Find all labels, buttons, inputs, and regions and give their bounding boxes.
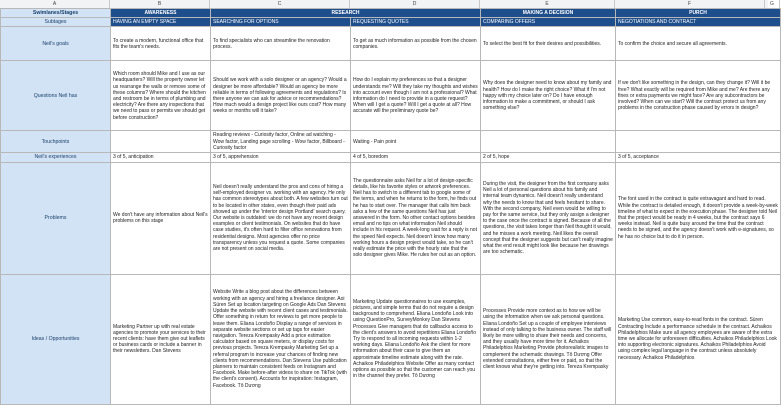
- goal-cell[interactable]: To confirm the choice and secure all agreements.: [616, 27, 781, 61]
- subtages-row: [1, 18, 781, 27]
- column-header-c[interactable]: C: [210, 0, 350, 8]
- question-cell[interactable]: How do I explain my preferences so that a designer understands me? Will they take my thoughts and wishes into account even though I am not a professional? What information do I need to provide in a quote request? When will I get a quote? Will I get a quote at all? How accurate will the preliminary quote be?: [351, 61, 481, 131]
- problem-cell[interactable]: Neil doesn't really understand the pros and cons of hiring a self-employed designer vs. working with an agency. He only has common stereotypes about both. A few websites turn out to be located in other states, even though their paid ads showed up under the 'interior design Portland' search query. Our website is outdated: we do not have any recent design examples or client testimonials. On websites that do have case studies, it's often hard to filter office renovations from residential designs. Most agencies offer no price transparency unless you request a quote. Some companies are not present on social media.: [211, 162, 351, 274]
- touchpoints-row: [1, 131, 781, 153]
- stage-decision[interactable]: MAKING A DECISION: [481, 9, 616, 18]
- experience-cell[interactable]: 3 of 5, acceptance: [616, 153, 781, 162]
- subtages-label[interactable]: Subtages: [1, 18, 111, 27]
- goals-label[interactable]: Neil's goals: [1, 27, 111, 61]
- subtage-cell[interactable]: NEGOTIATIONS AND CONTRACT: [616, 18, 781, 27]
- problem-cell[interactable]: We don't have any information about Neil's problems on this stage: [111, 162, 211, 274]
- questions-label[interactable]: Questions Neil has: [1, 61, 111, 131]
- column-header-a[interactable]: A: [0, 0, 110, 8]
- touchpoint-cell[interactable]: Reading reviews - Curiosity factor, Online ad watching - Wow factor, Landing page scrolling - Wow factor, Billboard - Curiosity factor: [211, 131, 351, 153]
- customer-journey-table: [0, 8, 781, 405]
- problem-cell[interactable]: During the visit, the designer from the first company asks Neil a lot of personal questions about his family and internal team dynamics. Neil doesn't really understand why the needs to know that and feels hesitant to share. With the second company, Neil even would be willing to pay for the same service, but they only assign a designer to the case once the contract is signed. Because of all the questions, the visit takes longer than Neil thought it would, and he misses a work meeting. Neil likes the overall concept that the designer suggests but can't really imagine what the end result might look like because her drawings are too schematic.: [481, 162, 616, 274]
- experience-cell[interactable]: 3 of 5, apprehension: [211, 153, 351, 162]
- column-header-e[interactable]: E: [480, 0, 615, 8]
- goal-cell[interactable]: To create a modern, functional office that fits the team's needs.: [111, 27, 211, 61]
- goals-row: [1, 27, 781, 61]
- question-cell[interactable]: Why does the designer need to know about my family and health? How do I make the right choice? What if I'm not happy with my choice later on? Do I have enough information to make a commitment, or should I ask something else?: [481, 61, 616, 131]
- goal-cell[interactable]: To get as much information as possible from the chosen companies.: [351, 27, 481, 61]
- column-header-d[interactable]: D: [350, 0, 480, 8]
- stages-label[interactable]: Swimlanes/Stages: [1, 9, 111, 18]
- column-header-b[interactable]: B: [110, 0, 210, 8]
- stage-awareness[interactable]: AWARENESS: [111, 9, 211, 18]
- questions-row: [1, 61, 781, 131]
- ideas-label[interactable]: Ideas / Opportunities: [1, 274, 111, 404]
- ideas-row: [1, 274, 781, 404]
- experience-cell[interactable]: 3 of 5, anticipation: [111, 153, 211, 162]
- question-cell[interactable]: Should we work with a solo designer or an agency? Would a designer be more affordable? Would an agency be more reliable in terms of following agreements and regulations? Is there anyone we can ask for advice or recommendations? How much would a design project like ours cost? How many weeks or months will it take?: [211, 61, 351, 131]
- stage-research[interactable]: RESEARCH: [211, 9, 481, 18]
- experience-cell[interactable]: 2 of 5, hope: [481, 153, 616, 162]
- problem-cell[interactable]: The questionnaire asks Neil for a lot of design-specific details, like his favorite styles or artwork preferences. Neil has to switch to a different tab to google some of the terms, and when he returns to the form, he finds out he has to start over. The manager that calls him back asks a few of the same questions Neil has just answered in the form. No other contact options besides email and no tips on what information Neil should include in his request. A week-long wait for a reply is not the speed Neil expects. Neil doesn't know how many working hours a design project would take, so he can't really estimate the price with the hourly rate that the solo designer gives Mike. He rules her out as an option.: [351, 162, 481, 274]
- subtage-cell[interactable]: REQUESTING QUOTES: [351, 18, 481, 27]
- idea-cell[interactable]: Website Write a blog post about the differences between working with an agency and hiring a freelance designer. Aoi Süren Set up location targeting on Google Ads Dan Stevens Update the website with recent client cases and testimonials. Offer something in return for reviews to get more people to leave them. Eliana Londoño Display a range of services in separate website sections or set up tags for easier navigation. Tereza Krempasky Add a price estimation calculator based on square meters, or display costs for previous projects. Tereza Krempasky Marketing Set up a referral program to increase your chances of finding new clients from recommendations. Dan Stevens Use publication planners to maintain consistent feeds on Instagram and Facebook. Make before-after videos to share on TikTok (with the client's consent). Accounts for inspiration: Instagram, Facebook. Tô Dương: [211, 274, 351, 404]
- idea-cell[interactable]: Processes Provide more context as to how we will be using the information when we ask personal questions. Eliana Londoño Set up a couple of employee interviews instead of only talking to the business owner. The staff will likely be more willing to share their needs and concerns, and they usually have more time for it. Achaikos Philadelphios Marketing Provide photorealistic images to complement the schematic drawings. Tô Dương Offer extended consultations, either free or paid, so that the client knows what they're getting into. Tereza Krempasky: [481, 274, 616, 404]
- problems-label[interactable]: Problems: [1, 162, 111, 274]
- goal-cell[interactable]: To select the best fit for their desires and possibilities.: [481, 27, 616, 61]
- touchpoint-cell[interactable]: [616, 131, 781, 153]
- column-header-g[interactable]: G: [765, 0, 780, 8]
- idea-cell[interactable]: Marketing Use common, easy-to-read fonts in the contract. Süren Contracting Include a performance schedule in the contract. Achaikos Philadelphios Make sure all agency employees are aware of the extra time we allocate for unforeseen difficulties. Achaikos Philadelphios Look into supporting electronic signatures. Achaikos Philadelphios Avoid using complex legal language in the contract unless absolutely necessary. Achaikos Philadelphios: [616, 274, 781, 404]
- experience-cell[interactable]: 4 of 5, boredom: [351, 153, 481, 162]
- subtage-cell[interactable]: SEARCHING FOR OPTIONS: [211, 18, 351, 27]
- idea-cell[interactable]: Marketing Update questionnaires to use examples, pictures, and simple terms that do not require a design background to comprehend. Eliana Londoño Look into using QuestionPro, SurveyMonkey Dan Stevens Processes Give managers that do callbacks access to the client's answers to avoid repetitions Eliana Londoño Try to respond to all incoming requests within 1-2 working days. Eliana Londoño Ask the client for more information about their case to give them an approximate timeline estimate along with the rate. Achaikos Philadelphios Website Offer as many contact options as possible so that the customer can reach you in the channel they prefer. Tô Dương: [351, 274, 481, 404]
- subtage-cell[interactable]: COMPARING OFFERS: [481, 18, 616, 27]
- experiences-row: [1, 153, 781, 162]
- touchpoint-cell[interactable]: Waiting - Pain point: [351, 131, 481, 153]
- idea-cell[interactable]: Marketing Partner up with real estate agencies to promote your services to their recent clients: have them give out leaflets or business cards or include a banner in their newsletters. Dan Stevens: [111, 274, 211, 404]
- subtage-cell[interactable]: HAVING AN EMPTY SPACE: [111, 18, 211, 27]
- problems-row: [1, 162, 781, 274]
- touchpoint-cell[interactable]: [481, 131, 616, 153]
- problem-cell[interactable]: The font used in the contract is quite extravagant and hard to read. While the contract is detailed enough, it doesn't provide a week-by-week timeline of what to expect in the execution phase. The designer told Neil that the project would be ready in 4 weeks, but the contract says 6 weeks instead. Neil is quite busy around the time that the contract needs to be signed, and the agency doesn't work with e-signatures, so he has no choice but to do it in person.: [616, 162, 781, 274]
- touchpoints-label[interactable]: Touchpoints: [1, 131, 111, 153]
- goal-cell[interactable]: To find specialists who can streamline the renovation process.: [211, 27, 351, 61]
- experiences-label[interactable]: Neil's experiences: [1, 153, 111, 162]
- touchpoint-cell[interactable]: [111, 131, 211, 153]
- stages-row: [1, 9, 781, 18]
- question-cell[interactable]: Which room should Mike and I use as our headquarters? Will the property owner let us rearrange the walls or remove some of these columns? Where should the kitchen and restroom be in terms of plumbing and electricity? Are there any inspections that we need to pass or permits we should get before construction?: [111, 61, 211, 131]
- column-header-f[interactable]: F: [615, 0, 765, 8]
- stage-purchase[interactable]: PURCH: [616, 9, 781, 18]
- question-cell[interactable]: If we don't like something in the design, can they change it? Will it be free? What exactly will be required from Mike and me? Are there any fines or extra payments we might face? Are any subcontractors be involved? When can we start? Will the contract protect us from any problems in the construction phase caused by errors in design?: [616, 61, 781, 131]
